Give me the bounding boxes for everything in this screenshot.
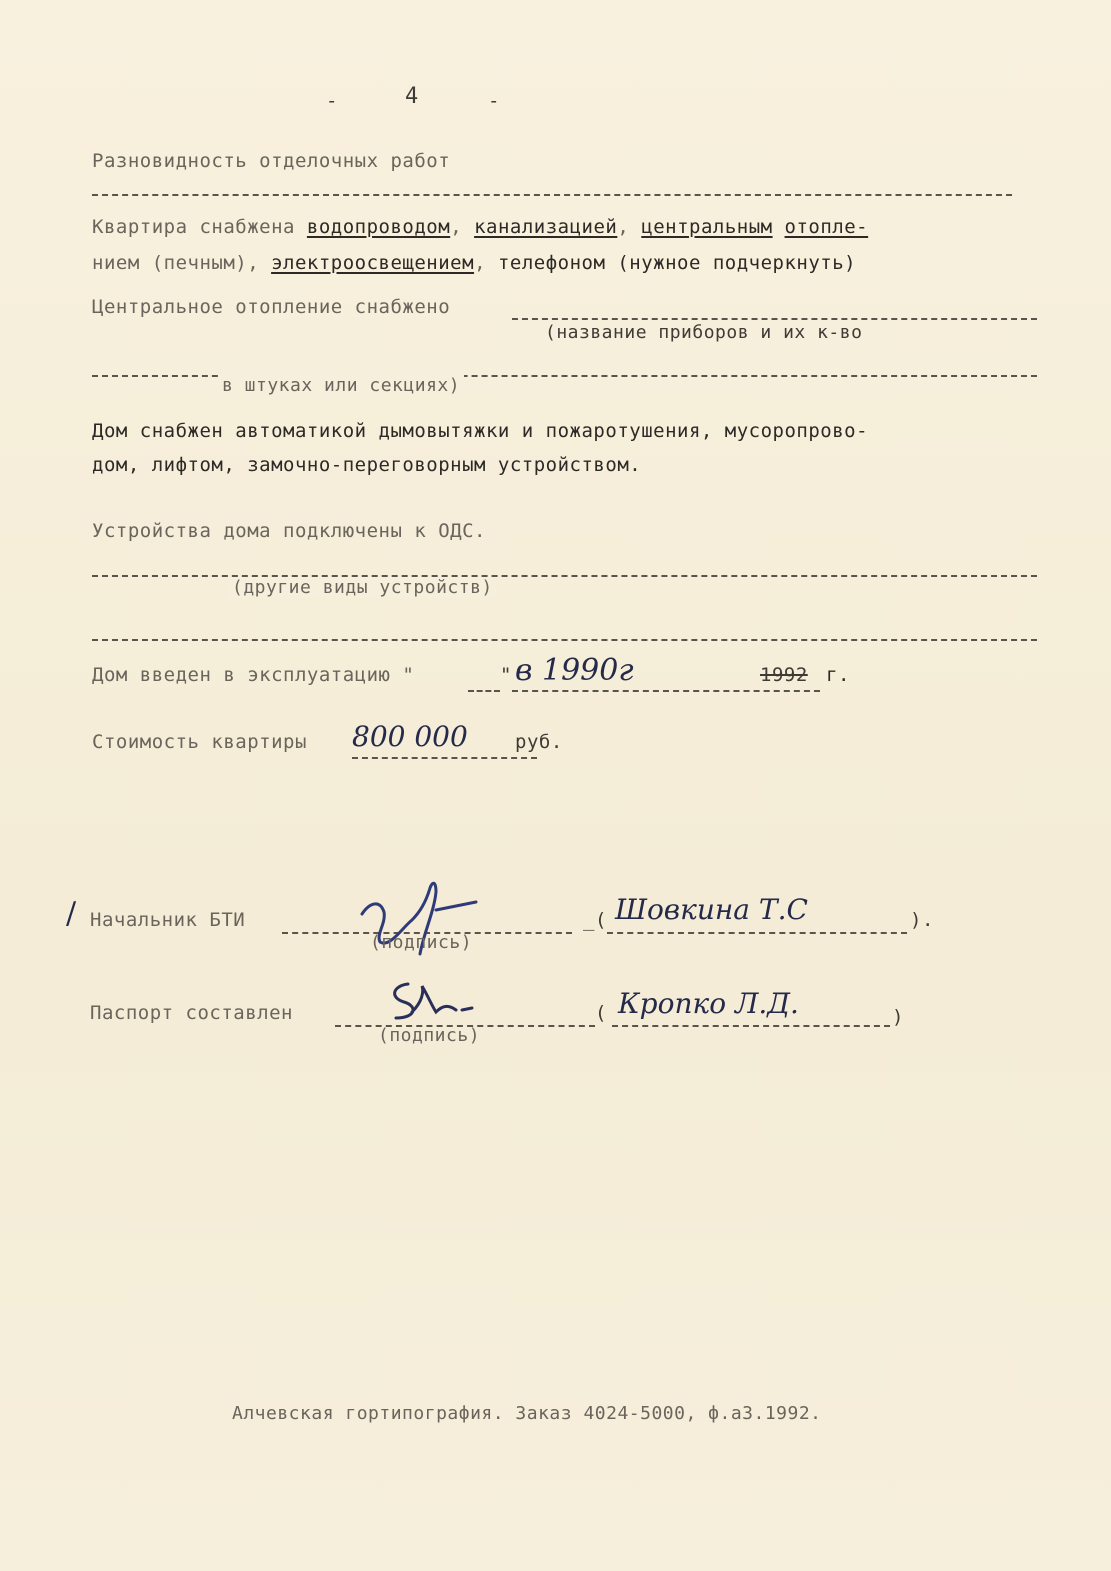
cost-suffix: руб. <box>515 731 563 753</box>
utility-phone: телефоном (нужное подчеркнуть) <box>497 252 857 274</box>
central-heating-hint-2: в штуках или секциях) <box>218 375 464 396</box>
cost-handwritten: 800 000 <box>352 720 468 753</box>
cost-label: Стоимость квартиры <box>92 731 307 753</box>
compiled-name-line <box>612 1025 890 1027</box>
page-number-dash-left: - <box>326 90 338 112</box>
finishing-label: Разновидность отделочных работ <box>92 150 451 172</box>
utilities-line-2: нием (печным), электроосвещением, телефоном (нужное подчеркнуть) <box>92 252 857 274</box>
chief-signature-hint: (подпись) <box>370 932 473 953</box>
page-number: 4 <box>405 84 419 109</box>
finishing-line <box>92 194 1012 196</box>
compiled-name-close: ) <box>892 1006 904 1028</box>
compiled-label: Паспорт составлен <box>90 1002 293 1024</box>
utilities-line-1: Квартира снабжена водопроводом, канализацией, центральным отопле- <box>92 216 869 238</box>
central-heating-hint-1: (название приборов и их к-во <box>545 322 863 343</box>
compiled-name-open: ( <box>595 1002 607 1024</box>
commissioning-label: Дом введен в эксплуатацию " <box>92 664 415 686</box>
utility-heating: отопле- <box>784 216 869 238</box>
cost-line <box>352 757 537 759</box>
page-number-dash-right: - <box>488 90 500 112</box>
commissioning-date-line <box>512 690 820 692</box>
central-heating-line <box>512 318 1037 320</box>
commissioning-printed-year: 1992 <box>760 664 808 686</box>
compiled-signature-image <box>378 972 498 1032</box>
utilities-stove: нием (печным), <box>92 252 272 274</box>
printing-footer: Алчевская гортипография. Заказ 4024-5000, ф.а3.1992. <box>232 1403 822 1424</box>
utilities-prefix: Квартира снабжена <box>92 216 307 238</box>
other-devices-hint: (другие виды устройств) <box>228 577 497 598</box>
house-equipment-line-1: Дом снабжен автоматикой дымовытяжки и пожаротушения, мусоропрово- <box>92 420 869 442</box>
compiled-signature-hint: (подпись) <box>378 1025 481 1046</box>
commissioning-day-line <box>468 690 500 692</box>
house-equipment-line-2: дом, лифтом, замочно-переговорным устройством. <box>92 454 642 476</box>
blank-line <box>92 639 1037 641</box>
commissioning-suffix: г. <box>826 664 850 686</box>
chief-label: Начальник БТИ <box>90 909 246 931</box>
ods-line: Устройства дома подключены к ОДС. <box>92 520 486 542</box>
utility-electric: электроосвещением <box>271 252 475 274</box>
chief-mark: / <box>66 896 77 931</box>
utility-central: центральным <box>641 216 773 238</box>
central-heating-label: Центральное отопление снабжено <box>92 296 451 318</box>
chief-name-line <box>607 932 907 934</box>
utility-water: водопроводом <box>306 216 451 238</box>
chief-name-close: ). <box>910 909 934 931</box>
utility-sewer: канализацией <box>474 216 618 238</box>
chief-name-handwritten: Шовкина Т.С <box>615 893 808 926</box>
commissioning-handwritten: в 1990г <box>515 653 634 688</box>
chief-name-open: _( <box>583 909 607 931</box>
commissioning-quote-close: " <box>500 664 512 686</box>
compiled-name-handwritten: Кропко Л.Д. <box>618 987 799 1020</box>
